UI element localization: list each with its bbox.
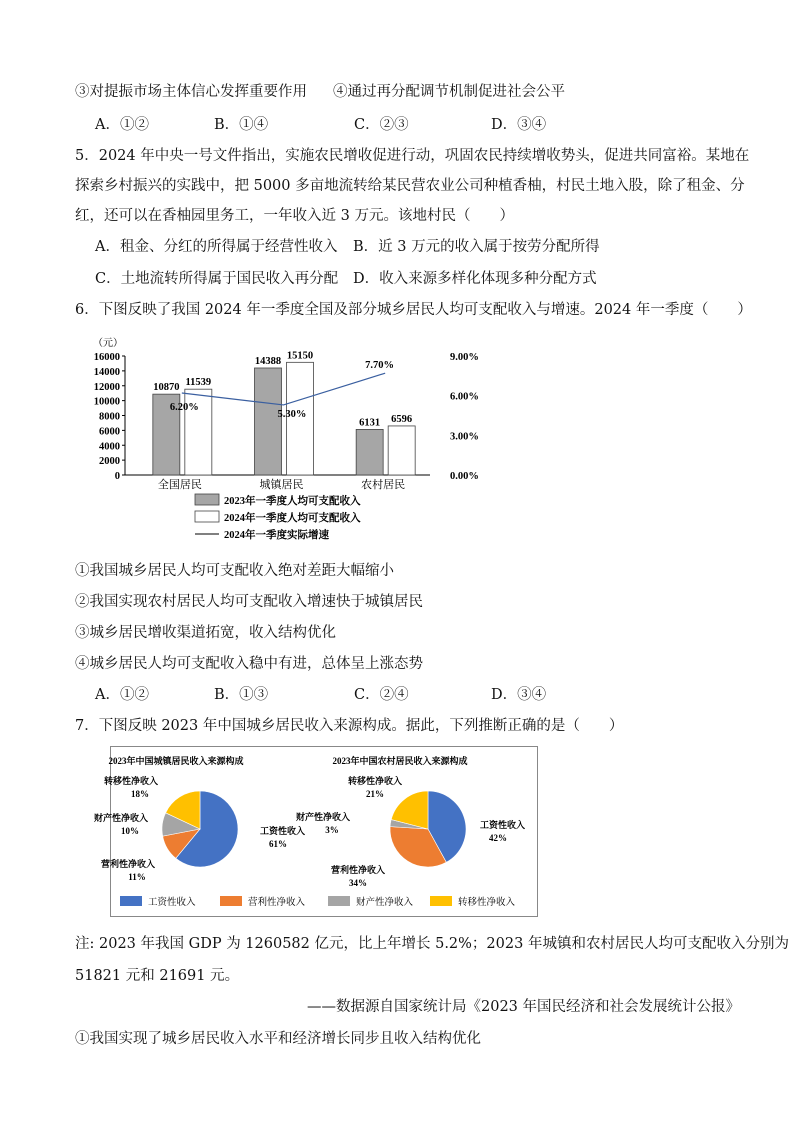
q6-statement-4: ④城乡居民人均可支配收入稳中有进，总体呈上涨态势 — [75, 656, 423, 672]
pie-slice-percent: 61% — [269, 839, 287, 849]
q4-option-c[interactable]: C．②③ — [354, 117, 409, 133]
y-axis-unit: （元） — [93, 338, 123, 349]
pie-slice-label: 财产性净收入 — [295, 812, 350, 822]
pie-slice-label: 工资性收入 — [260, 826, 306, 836]
y-tick-label: 6000 — [99, 426, 120, 438]
pie-legend-label: 转移性净收入 — [458, 898, 516, 908]
y2-tick-label: 6.00% — [450, 391, 479, 403]
pie-legend-swatch — [120, 896, 142, 906]
q4-option-d[interactable]: D．③④ — [491, 117, 547, 133]
q4-statement-3: ③对提振市场主体信心发挥重要作用 — [75, 84, 307, 100]
income-source-pie-charts — [93, 746, 538, 918]
q6-statement-2: ②我国实现农村居民人均可支配收入增速快于城镇居民 — [75, 594, 423, 610]
legend-label: 2024年一季度实际增速 — [224, 530, 329, 541]
pie-slice-label: 财产性净收入 — [93, 813, 148, 823]
y-tick-label: 8000 — [99, 411, 120, 423]
bar-value-label: 14388 — [254, 355, 282, 367]
y-tick-label: 10000 — [93, 396, 120, 408]
pie-slice-percent: 34% — [349, 878, 367, 888]
pie-legend-label: 营利性净收入 — [248, 898, 306, 908]
income-bar-chart — [80, 330, 500, 545]
legend-label: 2024年一季度人均可支配收入 — [224, 513, 361, 524]
growth-rate-line — [182, 373, 385, 405]
pie-slice-label: 转移性净收入 — [347, 776, 403, 786]
q4-statement-4: ④通过再分配调节机制促进社会公平 — [333, 84, 565, 100]
q6-stem: 6．下图反映了我国 2024 年一季度全国及部分城乡居民人均可支配收入与增速。2024 年一季度（ ） — [75, 302, 752, 318]
q4-options — [0, 115, 794, 135]
y-tick-label: 12000 — [93, 381, 120, 393]
pie-title: 2023年中国农村居民收入来源构成 — [332, 756, 468, 766]
y-tick-label: 2000 — [99, 456, 120, 468]
pie-legend-label: 财产性净收入 — [356, 898, 414, 908]
q6-options — [0, 685, 794, 705]
pie-slice-percent: 11% — [128, 872, 146, 882]
legend-swatch — [195, 511, 219, 522]
growth-rate-label: 7.70% — [365, 360, 395, 372]
pie-legend-swatch — [220, 896, 242, 906]
q7-note-line-2: 51821 元和 21691 元。 — [75, 968, 240, 984]
pie-slice-label: 工资性收入 — [480, 820, 526, 830]
bar-value-label: 15150 — [286, 350, 314, 362]
x-category-label: 农村居民 — [361, 479, 406, 491]
q6-option-a[interactable]: A．①② — [95, 687, 149, 703]
pie-slice-label: 转移性净收入 — [103, 776, 158, 786]
legend-label: 2023年一季度人均可支配收入 — [224, 496, 361, 507]
bar — [356, 429, 383, 475]
bar-value-label: 10870 — [153, 382, 180, 394]
q6-option-c[interactable]: C．②④ — [354, 687, 409, 703]
bar — [388, 426, 415, 475]
legend-swatch — [195, 494, 219, 505]
pie-slice-percent: 42% — [489, 833, 507, 843]
bar-value-label: 6596 — [391, 413, 413, 425]
q7-source: ——数据源自国家统计局《2023 年国民经济和社会发展统计公报》 — [307, 999, 741, 1015]
y-tick-label: 0 — [114, 471, 120, 482]
pie-legend-swatch — [430, 896, 452, 906]
q4-option-b[interactable]: B．①④ — [214, 117, 269, 133]
q4-option-a[interactable]: A．①② — [95, 117, 149, 133]
growth-rate-label: 5.30% — [277, 408, 307, 420]
q5-stem-line-1: 5．2024 年中央一号文件指出，实施农民增收促进行动，巩固农民持续增收势头，促进共同富裕。某地在 — [75, 148, 750, 164]
pie-legend-swatch — [328, 896, 350, 906]
pie-slice-percent: 18% — [131, 789, 149, 799]
q7-note-line-1: 注: 2023 年我国 GDP 为 1260582 亿元，比上年增长 5.2%；2023 年城镇和农村居民人均可支配收入分别为 — [75, 936, 789, 952]
bar-value-label: 6131 — [359, 417, 381, 429]
q5-option-b[interactable]: B．近 3 万元的收入属于按劳分配所得 — [353, 239, 600, 255]
x-category-label: 城镇居民 — [259, 479, 304, 491]
q7-stem: 7．下图反映 2023 年中国城乡居民收入来源构成。据此，下列推断正确的是（ ） — [75, 718, 624, 734]
q6-statement-1: ①我国城乡居民人均可支配收入绝对差距大幅缩小 — [75, 563, 394, 579]
pie-legend-label: 工资性收入 — [148, 898, 196, 908]
pie-slice-percent: 21% — [366, 789, 384, 799]
y-tick-label: 4000 — [99, 441, 120, 453]
bar-value-label: 11539 — [185, 377, 212, 389]
pie-title: 2023年中国城镇居民收入来源构成 — [108, 756, 244, 766]
q5-stem-line-3: 红，还可以在香柚园里务工，一年收入近 3 万元。该地村民（ ） — [75, 208, 514, 224]
q6-option-d[interactable]: D．③④ — [491, 687, 547, 703]
bar — [255, 368, 282, 475]
q5-option-d[interactable]: D．收入来源多样化体现多种分配方式 — [353, 271, 597, 287]
growth-rate-label: 6.20% — [169, 402, 199, 414]
pie-slice-label: 营利性净收入 — [100, 859, 155, 869]
q5-option-c[interactable]: C．土地流转所得属于国民收入再分配 — [95, 271, 339, 287]
pie-slice-label: 营利性净收入 — [330, 865, 386, 875]
pie-slice-percent: 3% — [325, 825, 339, 835]
q5-stem-line-2: 探索乡村振兴的实践中，把 5000 多亩地流转给某民营农业公司种植香柚，村民土地入股，除了租金、分 — [75, 178, 745, 194]
y2-tick-label: 3.00% — [450, 431, 479, 443]
y-tick-label: 14000 — [93, 366, 120, 378]
pie-slice-percent: 10% — [121, 826, 139, 836]
y-tick-label: 16000 — [93, 352, 120, 363]
y2-tick-label: 0.00% — [450, 471, 479, 482]
q6-statement-3: ③城乡居民增收渠道拓宽，收入结构优化 — [75, 625, 336, 641]
q7-statement-1: ①我国实现了城乡居民收入水平和经济增长同步且收入结构优化 — [75, 1031, 481, 1047]
q5-option-a[interactable]: A．租金、分红的所得属于经营性收入 — [95, 239, 338, 255]
y2-tick-label: 9.00% — [450, 352, 479, 363]
x-category-label: 全国居民 — [157, 479, 202, 491]
q6-option-b[interactable]: B．①③ — [214, 687, 269, 703]
